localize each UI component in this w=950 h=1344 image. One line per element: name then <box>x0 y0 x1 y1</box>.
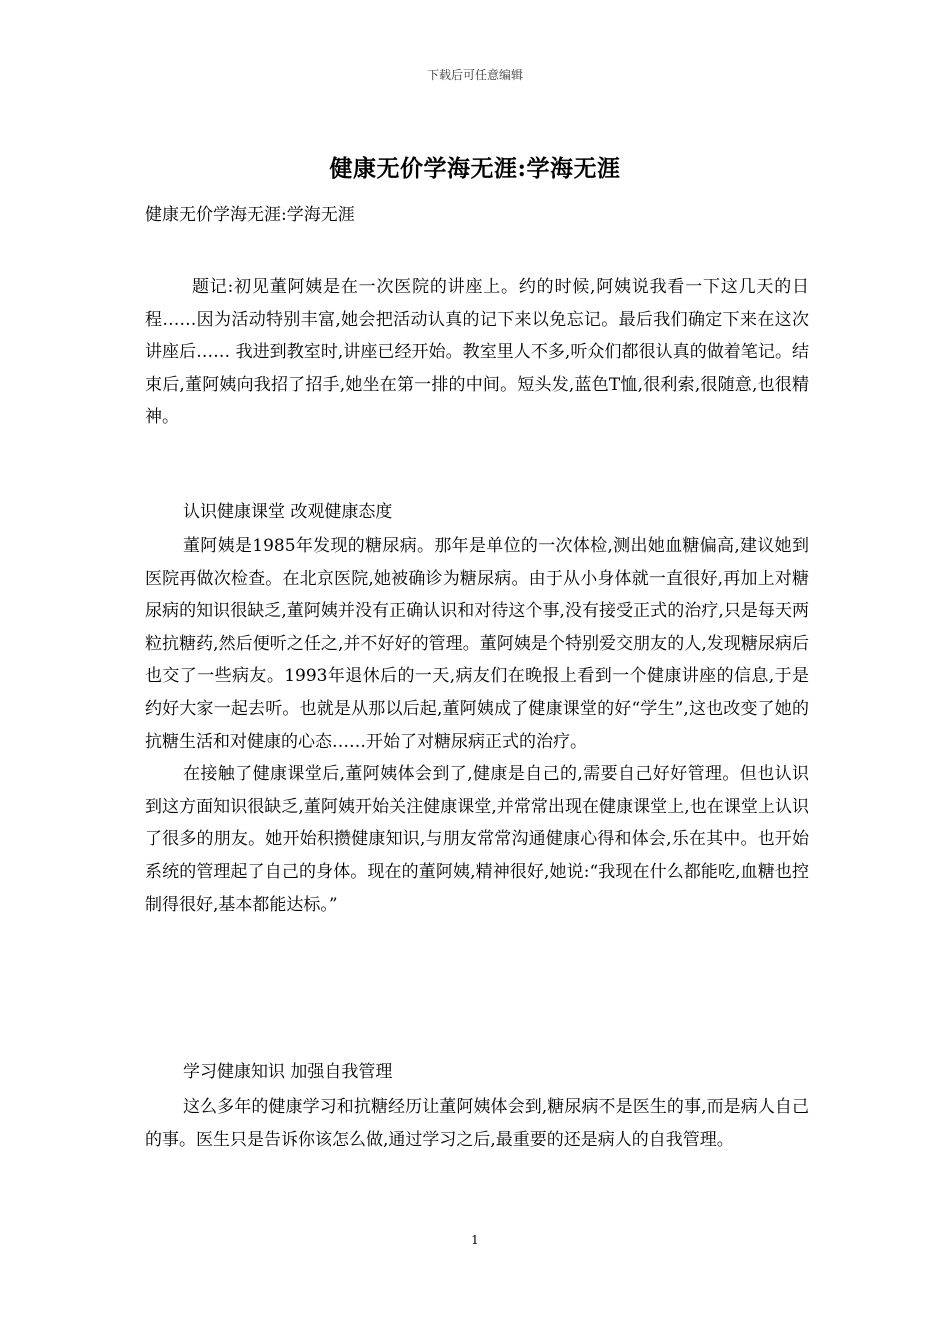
intro-paragraph: 题记:初见董阿姨是在一次医院的讲座上。约的时候,阿姨说我看一下这几天的日程……因为活动特别丰富,她会把活动认真的记下来以免忘记。最后我们确定下来在这次讲座后…… 我进到教室时,讲座已经开始。教室里人不多,听众们都很认真的做着笔记。结束后,董阿姨向我招了招手,她坐在第一排的中间。短头发,蓝色T恤,很利索,很随意,也很精神。 <box>145 277 809 428</box>
document-title: 健康无价学海无涯:学海无涯 <box>329 155 621 182</box>
section-1-body <box>145 530 809 921</box>
paragraph: 在接触了健康课堂后,董阿姨体会到了,健康是自己的,需要自己好好管理。但也认识到这方面知识很缺乏,董阿姨开始关注健康课堂,并常常出现在健康课堂上,也在课堂上认识了很多的朋友。她开始积攒健康知识,与朋友常常沟通健康心得和体会,乐在其中。也开始系统的管理起了自己的身体。现在的董阿姨,精神很好,她说:“我现在什么都能吃,血糖也控制得很好,基本都能达标。” <box>145 764 809 915</box>
page-number: 1 <box>471 1233 479 1247</box>
paragraph: 董阿姨是1985年发现的糖尿病。那年是单位的一次体检,测出她血糖偏高,建议她到医院再做次检查。在北京医院,她被确诊为糖尿病。由于从小身体就一直很好,再加上对糖尿病的知识很缺乏,董阿姨并没有正确认识和对待这个事,没有接受正式的治疗,只是每天两粒抗糖药,然后便听之任之,并不好好的管理。董阿姨是个特别爱交朋友的人,发现糖尿病后也交了一些病友。1993年退休后的一天,病友们在晚报上看到一个健康讲座的信息,于是约好大家一起去听。也就是从那以后起,董阿姨成了健康课堂的好“学生”,这也改变了她的抗糖生活和对健康的心态……开始了对糖尿病正式的治疗。 <box>145 536 809 752</box>
section-heading-1: 认识健康课堂 改观健康态度 <box>183 502 393 522</box>
paragraph: 这么多年的健康学习和抗糖经历让董阿姨体会到,糖尿病不是医生的事,而是病人自己的事。医生只是告诉你该怎么做,通过学习之后,最重要的还是病人的自我管理。 <box>145 1097 809 1150</box>
section-heading-2: 学习健康知识 加强自我管理 <box>183 1062 393 1082</box>
document-subtitle: 健康无价学海无涯:学海无涯 <box>145 205 355 225</box>
intro-section <box>145 271 809 434</box>
page-header: 下载后可任意编辑 <box>426 68 523 82</box>
section-2-body <box>145 1091 809 1156</box>
